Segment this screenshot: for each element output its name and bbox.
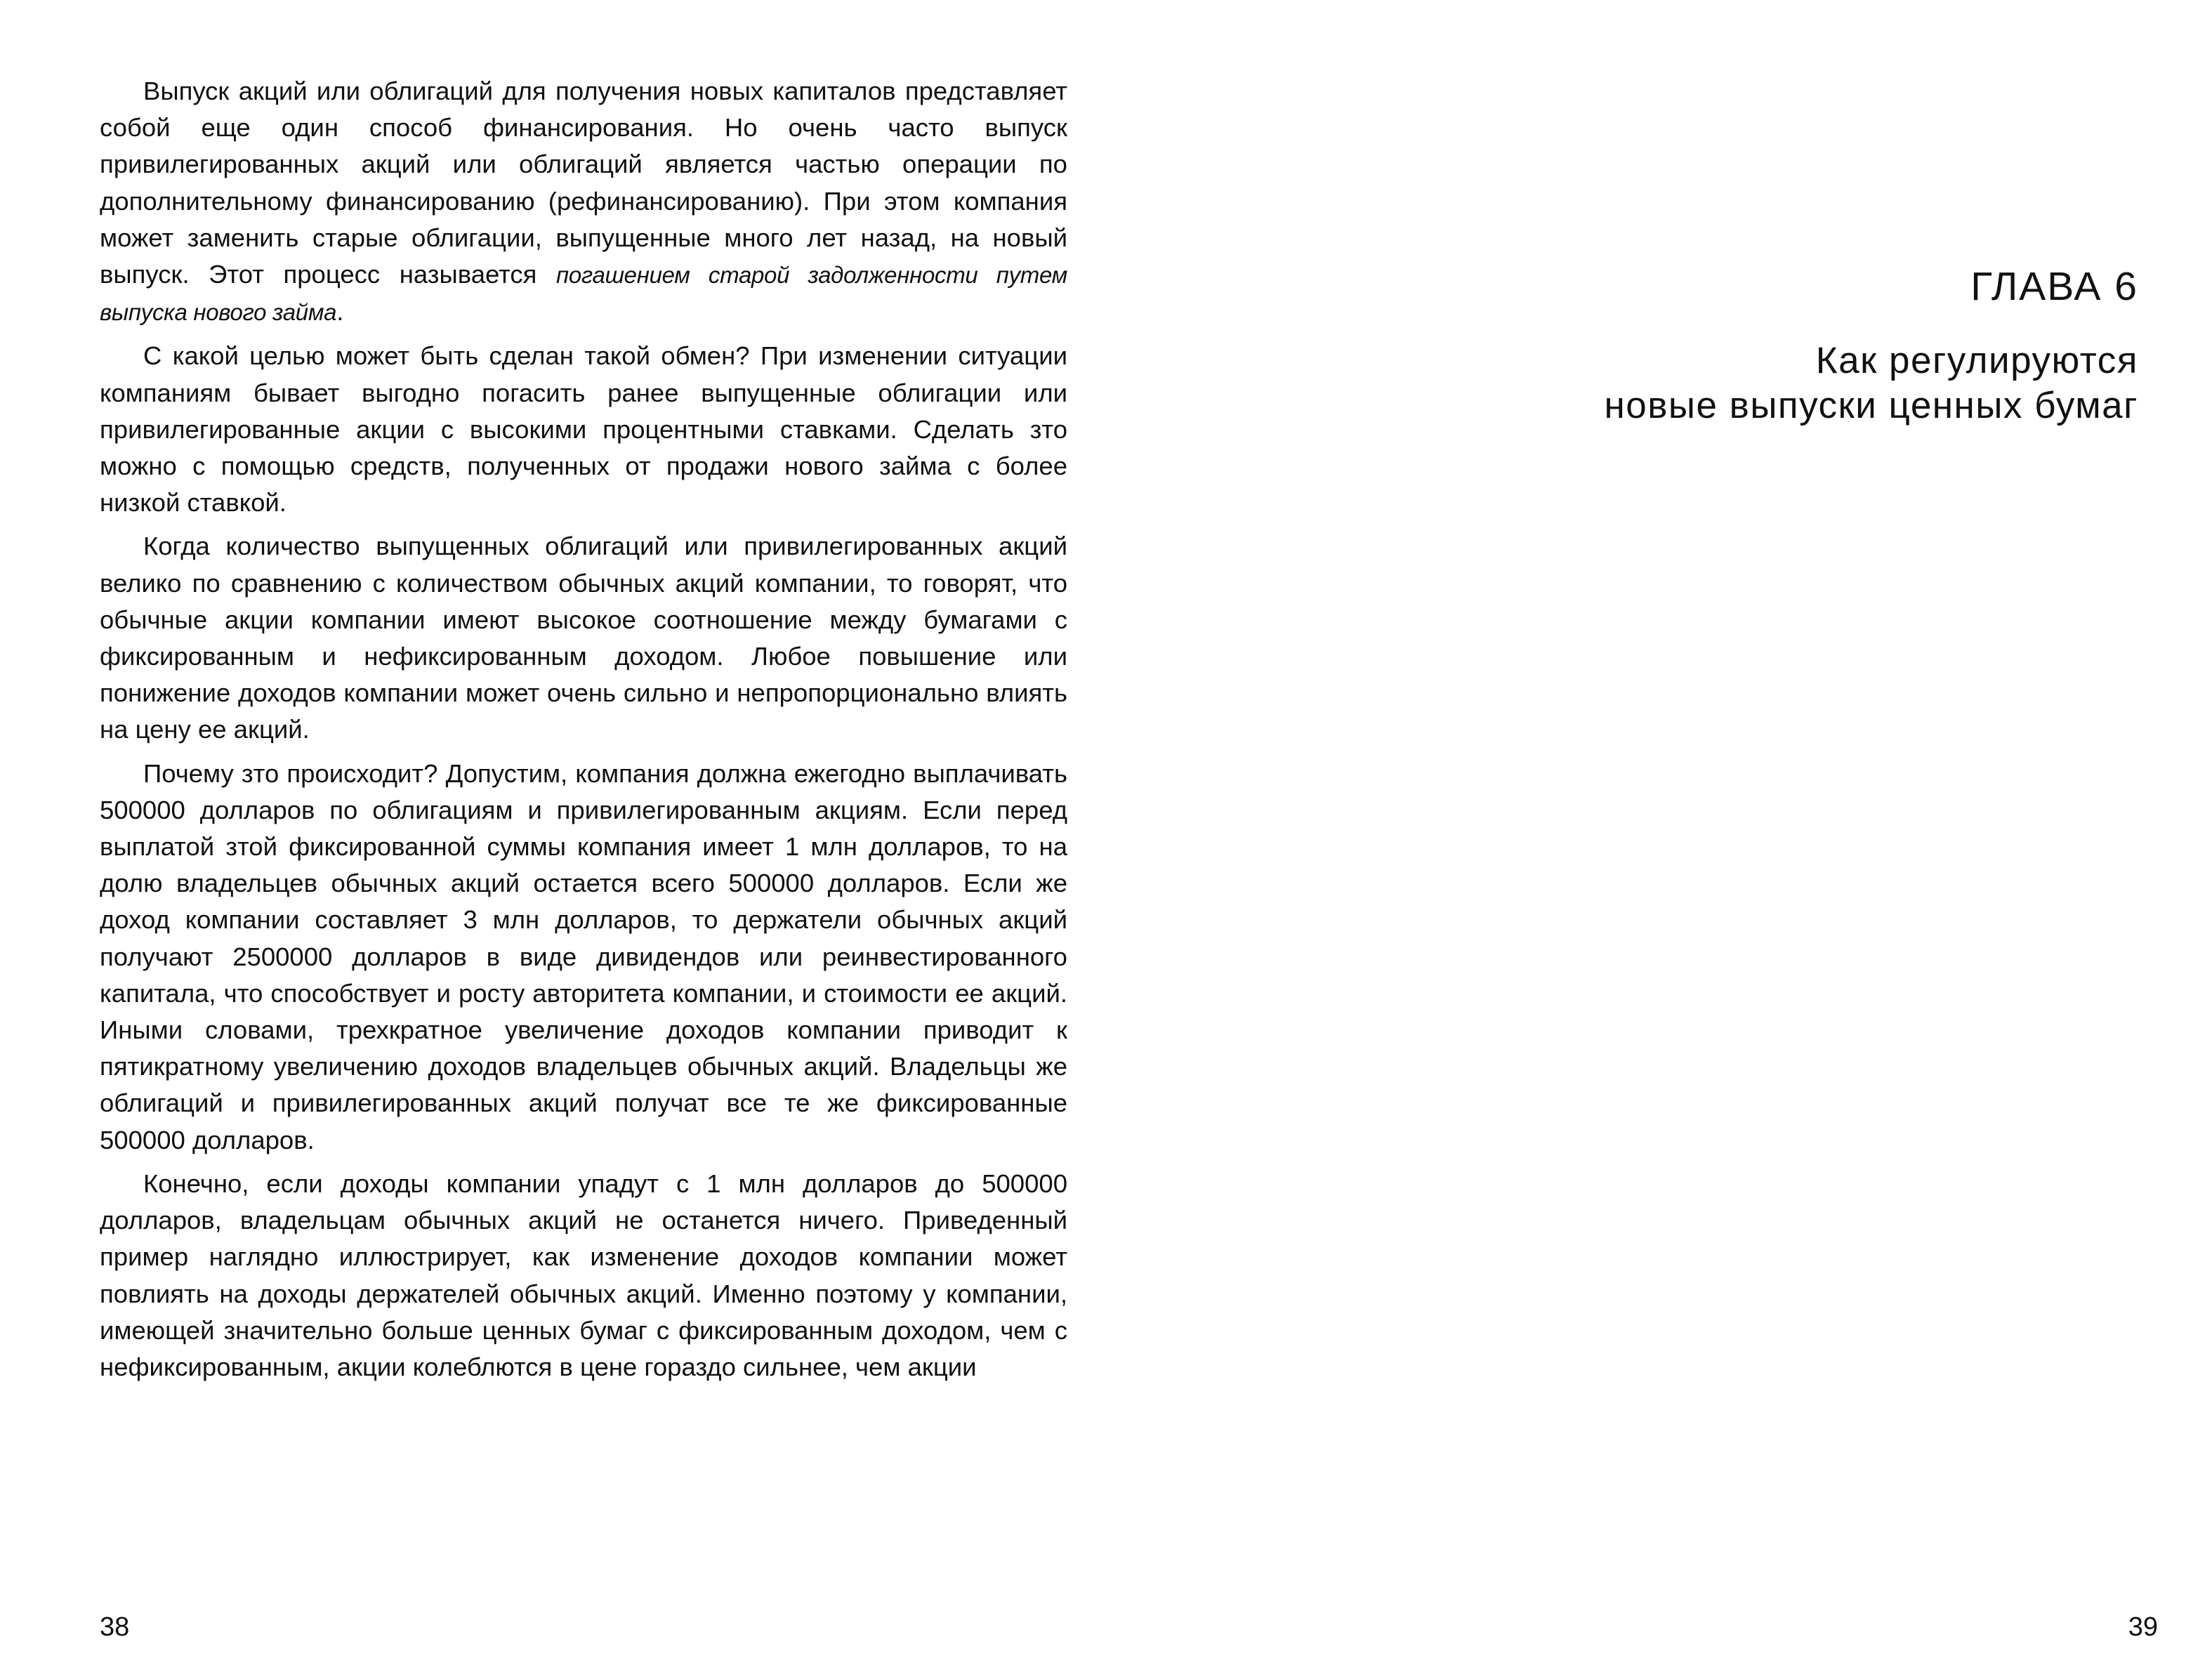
paragraph: Когда количество выпущенных облигаций или привилегированных акций велико по сравнению с количеством обычных акций компании, то говорят, что обычные акции компании имеют высокое соотношение между бумагами с фиксированным и нефиксированным доходом. Любое повышение или понижение доходов компании может очень сильно и непропорционально влиять на цену ее акций. bbox=[100, 532, 1067, 744]
left-page-body bbox=[100, 73, 1067, 1385]
chapter-title-line-2: новые выпуски ценных бумаг bbox=[1604, 385, 2138, 426]
page-number-right: 39 bbox=[2128, 1612, 2158, 1642]
page-number-left: 38 bbox=[100, 1612, 130, 1642]
paragraph: С какой целью может быть сделан такой обмен? При изменении ситуации компаниям бывает выгодно погасить ранее выпущенные облигации или привилегированные акции с высокими процентными ставками. Сделать зто можно с помощью средств, полученных от продажи нового займа с более низкой ставкой. bbox=[100, 341, 1067, 518]
italic-term: погашением старой задолженности путем выпуска нового займа bbox=[100, 262, 1067, 326]
paragraph: Выпуск акций или облигаций для получения новых капиталов представляет собой еще один способ финансирования. Но очень часто выпуск привилегированных акций или облигаций является частью операции по дополнительному финансированию (рефинансированию). При этом компания может заменить старые облигации, выпущенные много лет назад, на новый выпуск. Этот процесс называется погашением старой задолженности путем выпуска нового займа. bbox=[100, 77, 1067, 327]
chapter-label: ГЛАВА 6 bbox=[1970, 264, 2138, 309]
paragraph: Конечно, если доходы компании упадут с 1 млн долларов до 500000 долларов, владельцам обычных акций не останется ничего. Приведенный пример наглядно иллюстрирует, как изменение доходов компании может повлиять на доходы держателей обычных акций. Именно поэтому у компании, имеющей значительно больше ценных бумаг с фиксированным доходом, чем с нефиксированным, акции колеблются в цене гораздо сильнее, чем акции bbox=[100, 1169, 1067, 1381]
chapter-title-line-1: Как регулируются bbox=[1815, 340, 2138, 381]
paragraph: Почему зто происходит? Допустим, компания должна ежегодно выплачивать 500000 долларов по облигациям и привилегированным акциям. Если перед выплатой зтой фиксированной суммы компания имеет 1 млн долларов, то на долю владельцев обычных акций остается всего 500000 долларов. Если же доход компании составляет 3 млн долларов, то держатели обычных акций получают 2500000 долларов в виде дивидендов или реинвестированного капитала, что способствует и росту авторитета компании, и стоимости ее акций. Иными словами, трехкратное увеличение доходов компании приводит к пятикратному увеличению доходов владельцев обычных акций. Владельцы же облигаций и привилегированных акций получат все те же фиксированные 500000 долларов. bbox=[100, 758, 1067, 1154]
chapter-title bbox=[1296, 338, 2138, 428]
right-page bbox=[1106, 0, 2212, 1672]
